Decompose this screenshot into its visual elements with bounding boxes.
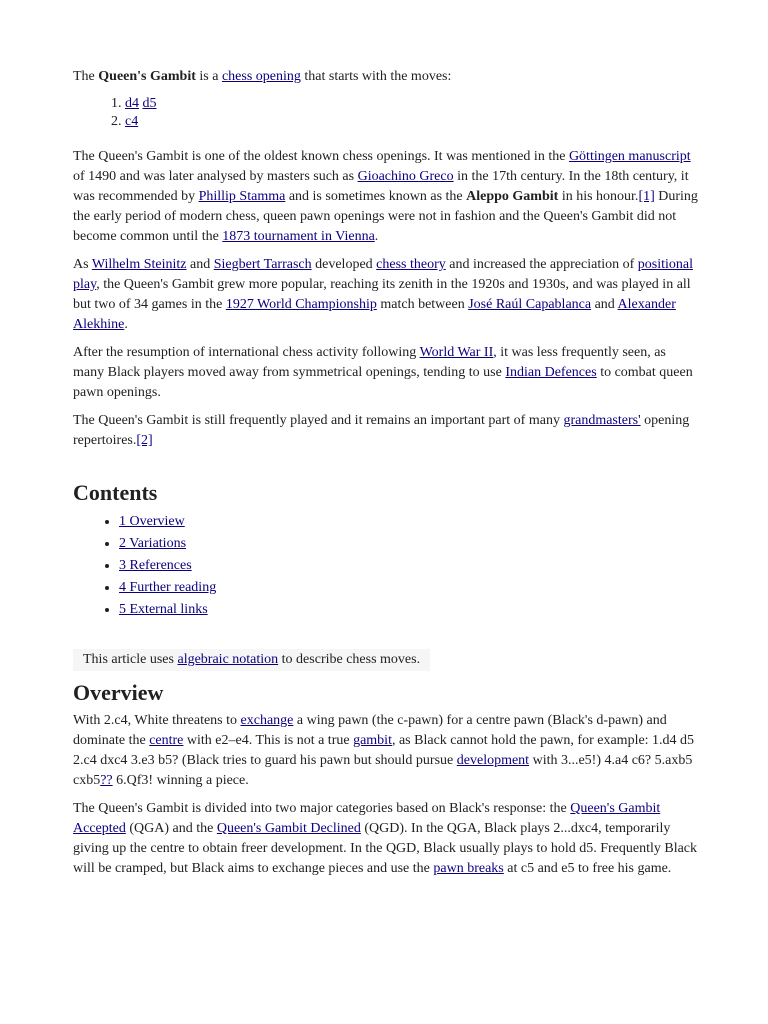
link-exchange[interactable]: exchange bbox=[240, 713, 294, 728]
body-text: in his honour. bbox=[558, 189, 639, 204]
body-text: with 3...e5!) 4.a4 c6? 5.axb5 cxb5 bbox=[73, 753, 693, 788]
toc-link-further-reading[interactable]: 4 Further reading bbox=[119, 580, 217, 595]
link-siegbert-tarrasch[interactable]: Siegbert Tarrasch bbox=[213, 257, 312, 272]
link-positional-play[interactable]: positional play bbox=[73, 257, 694, 292]
body-text: . bbox=[374, 229, 379, 244]
link-alekhine[interactable]: Alexander Alekhine bbox=[73, 297, 676, 332]
toc-link-overview[interactable]: 1 Overview bbox=[119, 514, 185, 529]
spacer bbox=[73, 459, 698, 479]
body-text: With 2.c4, White threatens to bbox=[73, 713, 241, 728]
body-text: match between bbox=[376, 297, 469, 312]
body-text: a wing pawn (the c-pawn) for a centre pawn (Black's d-pawn) and dominate the bbox=[73, 713, 667, 748]
body-text: The Queen's Gambit is still frequently played and it remains an important part of many bbox=[73, 413, 564, 428]
move-item bbox=[125, 113, 698, 131]
toc-item bbox=[119, 599, 698, 621]
reference-link-1[interactable]: [1] bbox=[638, 189, 655, 204]
history-paragraph bbox=[73, 147, 698, 247]
move-item bbox=[125, 95, 698, 113]
link-phillip-stamma[interactable]: Phillip Stamma bbox=[198, 189, 286, 204]
link-gambit[interactable]: gambit bbox=[353, 733, 392, 748]
body-text: opening repertoires. bbox=[73, 413, 690, 448]
body-text: and increased the appreciation of bbox=[445, 257, 638, 272]
body-text: and bbox=[591, 297, 618, 312]
link-pawn-breaks[interactable]: pawn breaks bbox=[433, 861, 504, 876]
link-development[interactable]: development bbox=[456, 753, 530, 768]
link-grandmasters[interactable]: grandmasters' bbox=[563, 413, 641, 428]
body-text: of 1490 and was later analysed by masters such as bbox=[73, 169, 358, 184]
link-chess-opening[interactable]: chess opening bbox=[221, 69, 301, 84]
intro-text: that starts with the moves: bbox=[300, 69, 452, 84]
body-text: , it was less frequently seen, as many Black players moved away from symmetrical openings, tending to use bbox=[73, 345, 666, 380]
body-text: The Queen's Gambit is divided into two major categories based on Black's response: the bbox=[73, 801, 571, 816]
theory-paragraph bbox=[73, 255, 698, 335]
link-1927-world-championship[interactable]: 1927 World Championship bbox=[225, 297, 377, 312]
ww2-paragraph bbox=[73, 343, 698, 403]
link-algebraic-notation[interactable]: algebraic notation bbox=[177, 652, 279, 667]
toc-item bbox=[119, 511, 698, 533]
hatnote-text: to describe chess moves. bbox=[278, 652, 421, 667]
link-chess-theory[interactable]: chess theory bbox=[376, 257, 446, 272]
overview-paragraph-1 bbox=[73, 711, 698, 791]
link-gioachino-greco[interactable]: Gioachino Greco bbox=[357, 169, 454, 184]
link-wilhelm-steinitz[interactable]: Wilhelm Steinitz bbox=[91, 257, 187, 272]
overview-paragraph-2 bbox=[73, 799, 698, 879]
body-text: at c5 and e5 to free his game. bbox=[503, 861, 672, 876]
spacer bbox=[73, 621, 698, 649]
toc-item bbox=[119, 533, 698, 555]
toc-item bbox=[119, 555, 698, 577]
spacer bbox=[73, 671, 698, 679]
hatnote-text: This article uses bbox=[83, 652, 178, 667]
link-gottingen-manuscript[interactable]: Göttingen manuscript bbox=[568, 149, 691, 164]
intro-text: The bbox=[73, 69, 99, 84]
body-text: As bbox=[73, 257, 92, 272]
toc-title: Contents bbox=[73, 480, 158, 505]
toc-item bbox=[119, 577, 698, 599]
body-text: and is sometimes known as the bbox=[285, 189, 467, 204]
article-subject: Queen's Gambit bbox=[98, 69, 196, 84]
aleppo-gambit-bold: Aleppo Gambit bbox=[466, 189, 559, 204]
intro-paragraph bbox=[73, 67, 698, 87]
body-text: , the Queen's Gambit grew more popular, reaching its zenith in the 1920s and 1930s, and was played in all but two of 34 games in the bbox=[73, 277, 691, 312]
body-text: (QGD). In the QGA, Black plays 2...dxc4, temporarily giving up the centre to obtain freer development. In the QGD, Black usually plays to hold d5. Frequently Black will be cramped, but Black aims to exchange pieces and use the bbox=[73, 821, 698, 876]
link-move[interactable]: d5 bbox=[142, 96, 157, 111]
link-blunder-annotation[interactable]: ?? bbox=[100, 773, 113, 788]
section-title-overview: Overview bbox=[73, 680, 164, 705]
toc-link-references[interactable]: 3 References bbox=[119, 558, 192, 573]
link-queens-gambit-accepted[interactable]: Queen's Gambit Accepted bbox=[73, 801, 661, 836]
body-text: (QGA) and the bbox=[125, 821, 217, 836]
link-move[interactable]: c4 bbox=[125, 114, 139, 129]
body-text: 6.Qf3! winning a piece. bbox=[112, 773, 249, 788]
article-body bbox=[73, 67, 698, 887]
body-text: to combat queen pawn openings. bbox=[73, 365, 693, 400]
toc-link-variations[interactable]: 2 Variations bbox=[119, 536, 187, 551]
link-move[interactable]: d4 bbox=[125, 96, 139, 111]
body-text: During the early period of modern chess, queen pawn openings were not in fashion and the Queen's Gambit did not become common until the bbox=[73, 189, 698, 244]
reference-link-2[interactable]: [2] bbox=[136, 433, 153, 448]
body-text: and bbox=[186, 257, 214, 272]
intro-text: is a bbox=[195, 69, 222, 84]
link-capablanca[interactable]: José Raúl Capablanca bbox=[468, 297, 592, 312]
body-text: The Queen's Gambit is one of the oldest known chess openings. It was mentioned in the bbox=[73, 149, 569, 164]
link-centre[interactable]: centre bbox=[149, 733, 184, 748]
body-text: , as Black cannot hold the pawn, for example: 1.d4 d5 2.c4 dxc4 3.e3 b5? (Black tries to guard his pawn but should pursue bbox=[73, 733, 695, 768]
moves-list bbox=[73, 95, 698, 131]
body-text: with e2–e4. This is not a true bbox=[183, 733, 354, 748]
toc-link-external-links[interactable]: 5 External links bbox=[119, 602, 208, 617]
body-text: . bbox=[124, 317, 128, 332]
hatnote bbox=[73, 649, 430, 671]
link-queens-gambit-declined[interactable]: Queen's Gambit Declined bbox=[216, 821, 361, 836]
today-paragraph bbox=[73, 411, 698, 451]
body-text: in the 17th century. In the 18th century, it was recommended by bbox=[73, 169, 689, 204]
body-text: developed bbox=[311, 257, 377, 272]
link-world-war-ii[interactable]: World War II bbox=[419, 345, 494, 360]
link-1873-vienna[interactable]: 1873 tournament in Vienna bbox=[222, 229, 375, 244]
body-text: After the resumption of international chess activity following bbox=[73, 345, 420, 360]
table-of-contents bbox=[73, 511, 698, 621]
link-indian-defences[interactable]: Indian Defences bbox=[505, 365, 597, 380]
